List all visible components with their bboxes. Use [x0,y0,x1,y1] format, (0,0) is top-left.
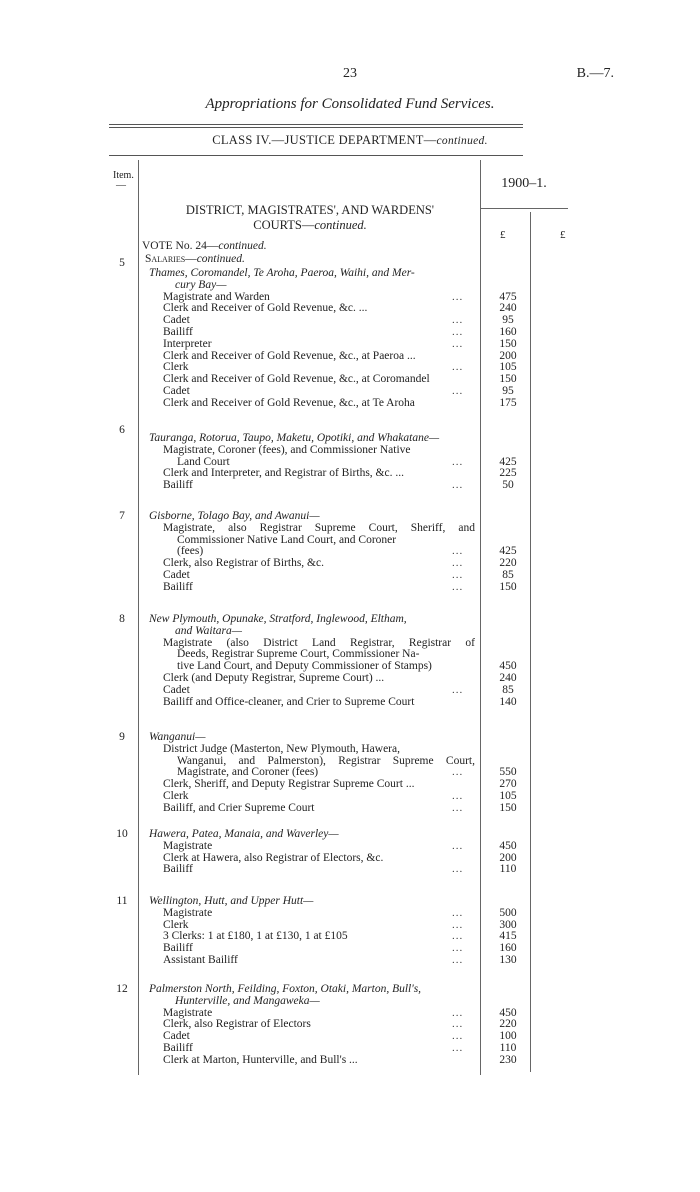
amount: 100 [499,1030,517,1043]
rule [109,127,523,128]
dot-leader: ... [452,683,464,696]
item-number: 5 [119,257,125,269]
entry-text: Magistrate and Warden [163,290,270,303]
amount-column-rule [480,160,481,1075]
amount: 50 [502,479,514,492]
class-heading [0,133,700,148]
salaries-line [145,253,245,265]
item-number: 6 [119,424,125,436]
amount: 450 [499,1006,517,1019]
dot-leader: ... [452,839,464,852]
amount: 160 [499,326,517,338]
amount: 475 [499,290,517,303]
item-number: 11 [116,895,128,907]
dot-leader: ... [452,790,464,802]
dot-leader: ... [452,455,464,468]
entry-text: Bailiff [163,863,193,876]
dot-leader: ... [452,930,464,943]
amount: 220 [499,557,517,570]
entry-text: Magistrate [163,906,213,919]
amount: 225 [499,467,517,480]
year-rule [480,208,568,209]
entry-text: (fees) [177,545,204,558]
entry-text: Clerk, also Registrar of Electors [163,1018,311,1031]
entry-text: Clerk and Receiver of Gold Revenue, &c. ... [163,302,368,315]
entry-text: tive Land Court, and Deputy Commissioner of Stamps) [177,660,432,673]
dot-leader: ... [452,337,464,350]
dot-leader: ... [452,1030,464,1043]
amount-subcolumn-rule [530,212,531,1072]
group-heading: cury Bay— [175,278,227,291]
item-header-dash: — [116,180,126,191]
entry-text: Clerk and Receiver of Gold Revenue, &c., at Paeroa ... [163,349,416,362]
group-heading: New Plymouth, Opunake, Stratford, Inglewood, Eltham, [149,613,407,625]
group-heading: Gisborne, Tolago Bay, and Awanui— [149,510,320,522]
entry-text: Bailiff [163,580,193,593]
amount: 450 [499,839,517,852]
dot-leader: ... [452,361,464,374]
item-header: Item. [113,170,134,181]
dot-leader: ... [452,479,464,492]
amount: 150 [499,580,517,593]
entry-text: Bailiff [163,1042,193,1054]
amount: 150 [499,337,517,350]
dot-leader: ... [452,906,464,919]
amount: 105 [499,361,517,374]
entry-text: Clerk and Receiver of Gold Revenue, &c., at Coromandel [163,373,430,386]
entry-text: Deeds, Registrar Supreme Court, Commissioner Na- [177,648,420,661]
entry-text: Clerk at Hawera, also Registrar of Electors, &c. [163,851,384,864]
amount: 105 [499,790,517,802]
amount: 240 [499,672,517,684]
entry-text: Bailiff [163,326,193,338]
entry-text: Cadet [163,1030,190,1043]
entry-text: Magistrate, also Registrar Supreme Court, Sheriff, and [163,521,475,534]
dot-leader: ... [452,918,464,931]
item-column-rule [138,160,139,1075]
dot-leader: ... [452,801,464,814]
entry-text: Cadet [163,314,190,327]
page-title: Appropriations for Consolidated Fund Services. [205,96,495,112]
vote-suffix: continued. [218,240,267,252]
amount: 450 [499,660,517,673]
entry-text: Magistrate [163,839,213,852]
amount: 550 [499,766,517,779]
amount: 220 [499,1018,517,1031]
entry-text: Magistrate, and Coroner (fees) [177,766,319,779]
entry-text: Magistrate (also District Land Registrar, Registrar of [163,636,475,649]
dot-leader: ... [452,569,464,581]
dot-leader: ... [452,326,464,338]
entry-text: Cadet [163,385,190,397]
entry-text: Wanganui, and Palmerston), Registrar Supreme Court, [177,754,475,767]
section-title-suffix: continued. [314,218,367,232]
item-number: 7 [119,510,125,522]
amount: 110 [499,1042,517,1054]
rule [109,124,523,125]
amount: 415 [499,930,517,943]
amount: 85 [502,569,514,581]
amount: 425 [499,455,517,468]
dot-leader: ... [452,954,464,966]
amount: 85 [502,683,514,696]
dot-leader: ... [452,580,464,593]
entry-text: Commissioner Native Land Court, and Coroner [177,533,397,546]
entry-text: Cadet [163,569,190,581]
entry-text: Cadet [163,683,190,696]
section-title-line: DISTRICT, MAGISTRATES', AND WARDENS' [185,203,435,217]
group-heading: Wanganui— [149,731,206,743]
item-number: 9 [119,731,125,743]
dot-leader: ... [452,290,464,303]
entry-text: Land Court [177,455,230,468]
entry-text: Bailiff [163,942,193,955]
entry-text: Clerk and Receiver of Gold Revenue, &c., at Te Aroha [163,396,415,409]
section-title-text: COURTS— [253,218,315,232]
amount: 150 [499,801,517,814]
dot-leader: ... [452,942,464,955]
amount: 95 [502,385,514,397]
amount: 300 [499,918,517,931]
dot-leader: ... [452,766,464,779]
group-heading: and Waitara— [175,624,242,637]
class-heading-text: CLASS IV.—JUSTICE DEPARTMENT— [212,133,437,147]
amount: 230 [499,1053,517,1066]
pound-sign: £ [500,229,506,241]
dot-leader: ... [452,314,464,327]
dot-leader: ... [452,545,464,558]
entry-text: Bailiff [163,479,193,492]
entry-text: Clerk [163,790,189,802]
amount: 200 [499,349,517,362]
dot-leader: ... [452,1018,464,1031]
page-number: 23 [343,66,357,81]
entry-text: Clerk (and Deputy Registrar, Supreme Court) ... [163,672,385,684]
group-heading: Tauranga, Rotorua, Taupo, Maketu, Opotiki, and Whakatane— [149,432,440,444]
entry-text: Assistant Bailiff [163,954,238,966]
entry-text: Clerk, also Registrar of Births, &c. [163,557,324,570]
dot-leader: ... [452,863,464,876]
entry-text: Bailiff and Office-cleaner, and Crier to Supreme Court [163,695,415,708]
section-title [140,203,480,233]
entry-text: Clerk and Interpreter, and Registrar of Births, &c. ... [163,467,404,480]
amount: 160 [499,942,517,955]
document-code: B.—7. [576,66,614,81]
entry-text: District Judge (Masterton, New Plymouth, Hawera, [163,742,400,755]
amount: 425 [499,545,517,558]
amount: 140 [499,695,517,708]
group-heading: Wellington, Hutt, and Upper Hutt— [149,895,314,907]
class-heading-suffix: continued. [436,135,488,147]
entry-text: Clerk, Sheriff, and Deputy Registrar Supreme Court ... [163,778,415,791]
rule [109,155,523,156]
amount: 110 [499,863,517,876]
section-title-line [140,218,480,233]
group-heading: Hunterville, and Mangaweka— [175,994,320,1007]
amount: 150 [499,373,517,386]
entry-text: Interpreter [163,337,212,350]
pound-sign: £ [560,229,566,241]
group-heading: Palmerston North, Feilding, Foxton, Otaki, Marton, Bull's, [149,983,422,995]
entry-text: 3 Clerks: 1 at £180, 1 at £130, 1 at £105 [163,930,348,943]
item-number: 12 [116,983,128,995]
vote-line [142,240,267,252]
amount: 500 [499,906,517,919]
group-heading: Thames, Coromandel, Te Aroha, Paeroa, Waihi, and Mer- [149,267,415,279]
amount: 200 [499,851,517,864]
entry-text: Magistrate [163,1006,213,1019]
amount: 95 [502,314,514,327]
dot-leader: ... [452,385,464,397]
dot-leader: ... [452,557,464,570]
item-number: 10 [116,828,128,840]
year-header: 1900–1. [501,176,547,191]
salaries-text: Salaries— [145,253,197,265]
entry-text: Bailiff, and Crier Supreme Court [163,801,315,814]
entry-text: Clerk [163,918,189,931]
salaries-suffix: continued. [196,253,245,265]
amount: 175 [499,396,517,409]
amount: 240 [499,302,517,315]
dot-leader: ... [452,1042,464,1054]
item-number: 8 [119,613,125,625]
entry-text: Clerk [163,361,189,374]
amount: 130 [499,954,517,966]
entry-text: Magistrate, Coroner (fees), and Commissioner Native [163,443,411,456]
entry-text: Clerk at Marton, Hunterville, and Bull's ... [163,1053,358,1066]
group-heading: Hawera, Patea, Manaia, and Waverley— [149,828,339,840]
vote-text: VOTE No. 24— [142,240,219,252]
amount: 270 [499,778,517,791]
dot-leader: ... [452,1006,464,1019]
